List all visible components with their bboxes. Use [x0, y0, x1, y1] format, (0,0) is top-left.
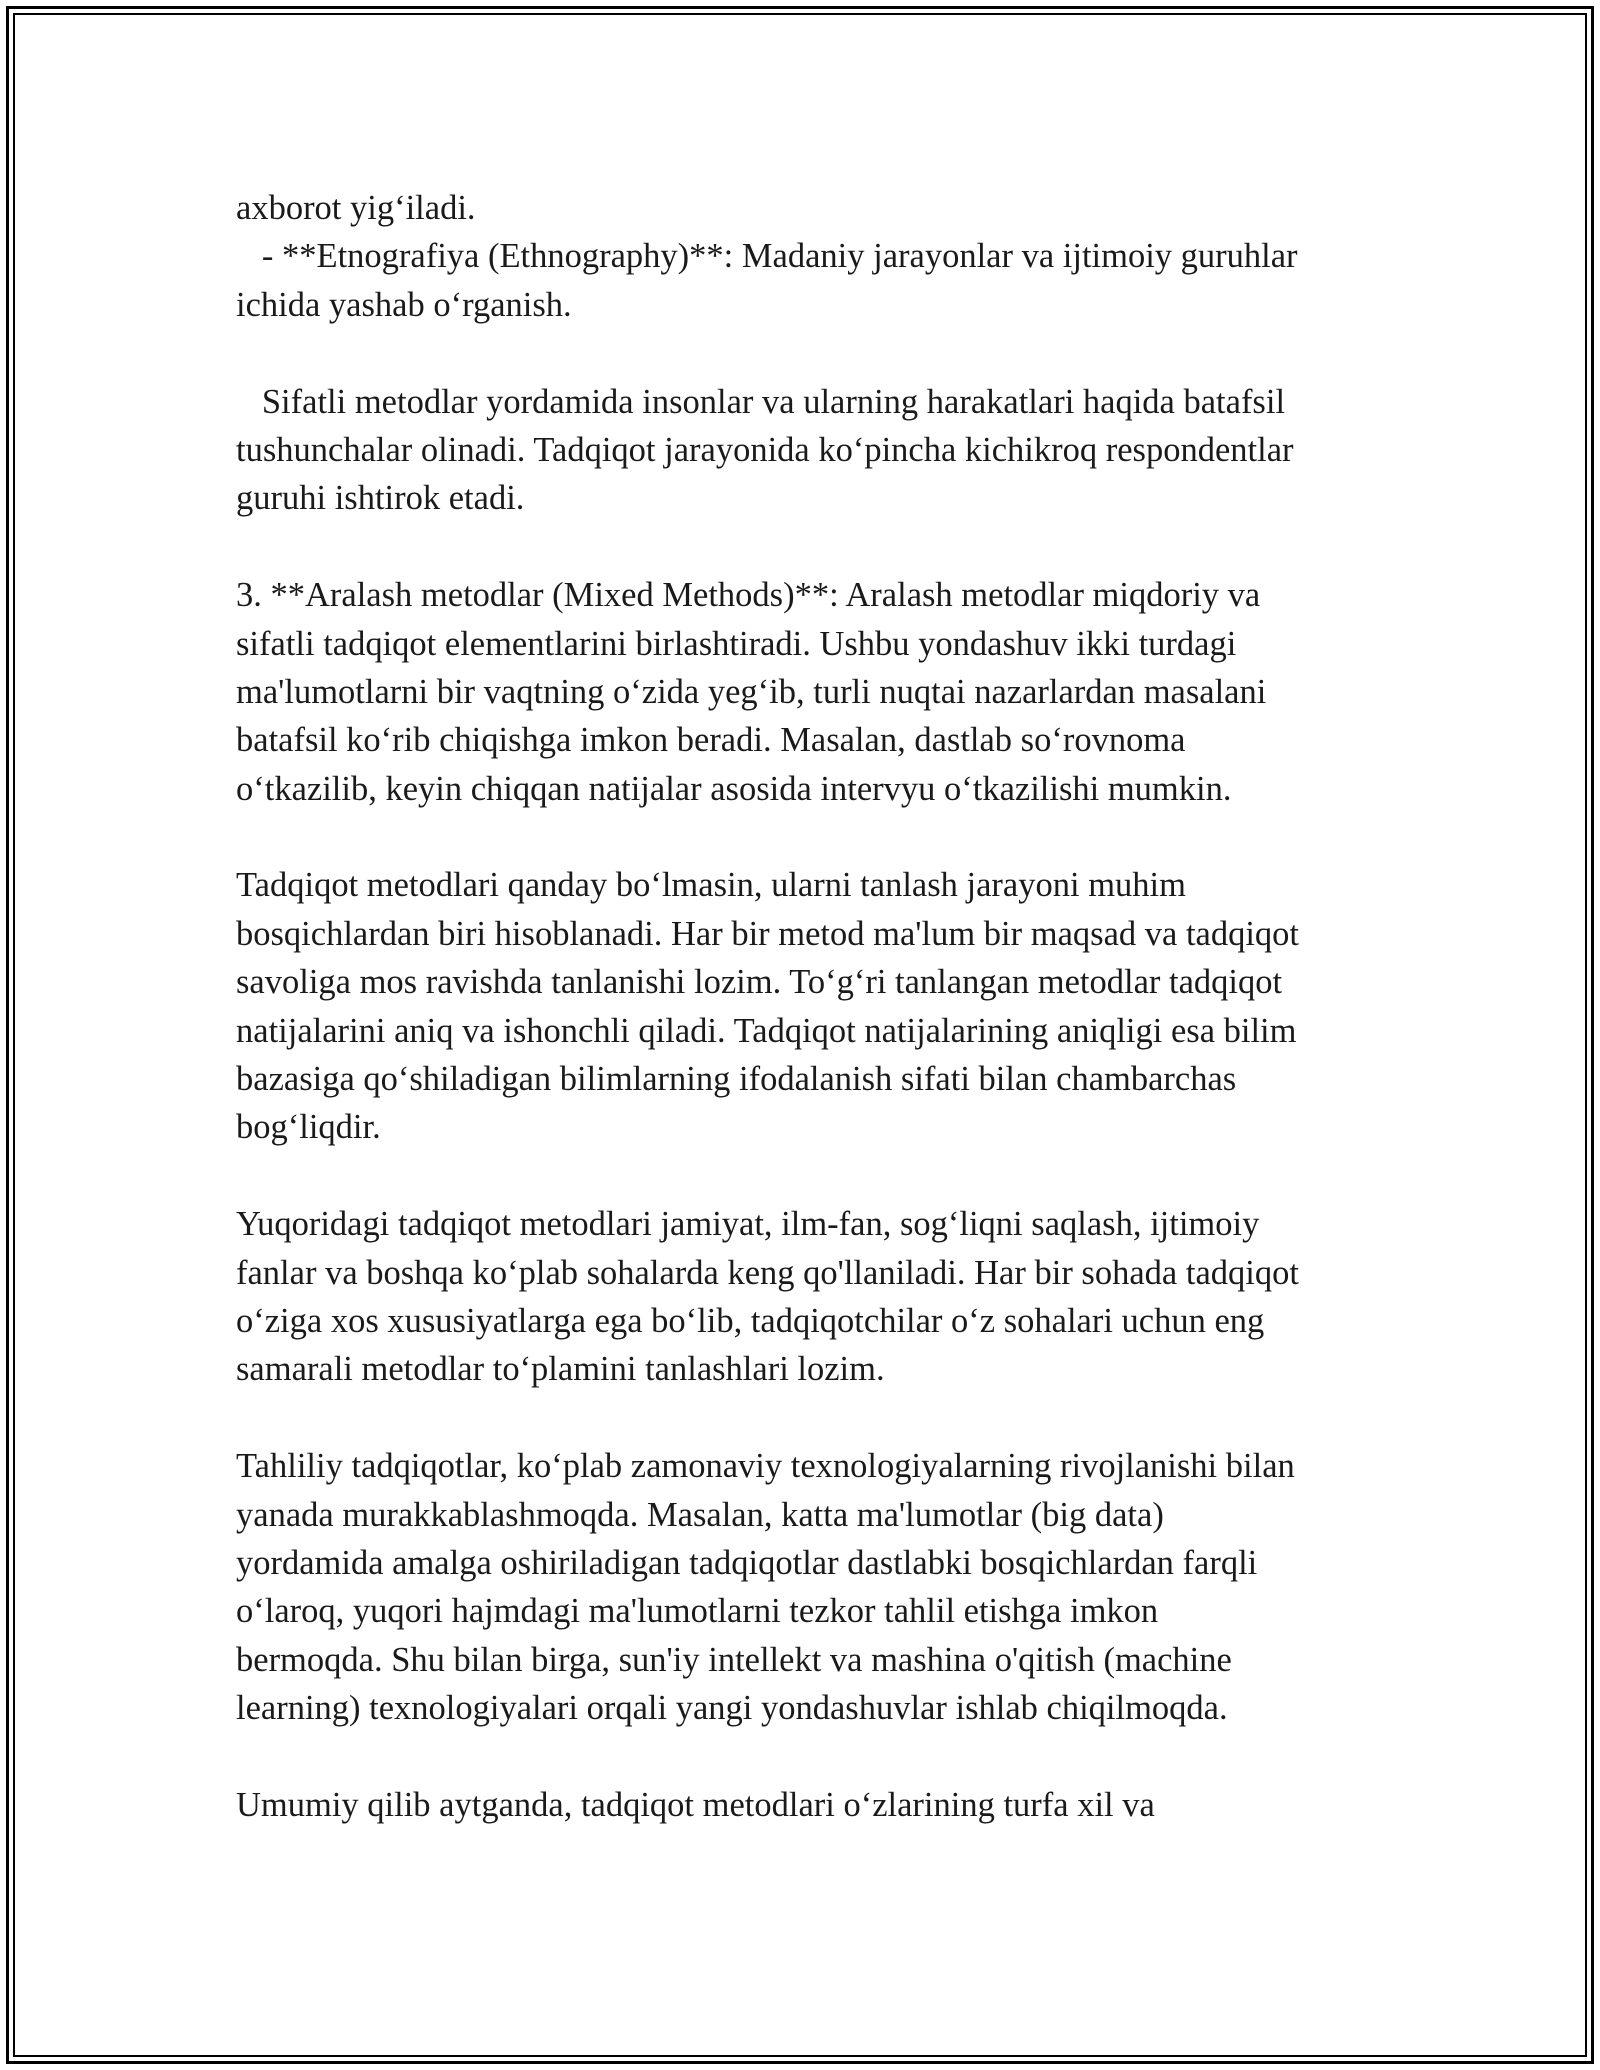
text-line: tushunchalar olinadi. Tadqiqot jarayonida ko‘pincha kichikroq respondentlar — [236, 430, 1294, 469]
text-line: o‘laroq, yuqori hajmdagi ma'lumotlarni tezkor tahlil etishga imkon — [236, 1592, 1159, 1631]
text-line: axborot yig‘iladi. — [236, 189, 476, 227]
text-line: Tadqiqot metodlari qanday bo‘lmasin, ularni tanlash jarayoni muhim — [236, 866, 1186, 905]
paragraph-gap — [236, 329, 1386, 377]
text-line: Tahliliy tadqiqotlar, ko‘plab zamonaviy texnologiyalarning rivojlanishi bilan — [236, 1447, 1295, 1486]
document-body — [236, 184, 1386, 1829]
paragraph-gap — [236, 1152, 1386, 1200]
text-line: Yuqoridagi tadqiqot metodlari jamiyat, ilm-fan, sog‘liqni saqlash, ijtimoiy — [236, 1205, 1260, 1244]
text-line: fanlar va boshqa ko‘plab sohalarda keng qo'llaniladi. Har bir sohada tadqiqot — [236, 1253, 1299, 1292]
text-line: ichida yashab o‘rganish. — [236, 285, 572, 324]
text-line: o‘ziga xos xususiyatlarga ega bo‘lib, tadqiqotchilar o‘z sohalari uchun eng — [236, 1301, 1265, 1340]
text-line: o‘tkazilib, keyin chiqqan natijalar asosida intervyu o‘tkazilishi mumkin. — [236, 769, 1232, 808]
text-line: yanada murakkablashmoqda. Masalan, katta ma'lumotlar (big data) — [236, 1495, 1164, 1534]
text-line: samarali metodlar to‘plamini tanlashlari lozim. — [236, 1350, 885, 1389]
paragraph-gap — [236, 1733, 1386, 1781]
text-line: bog‘liqdir. — [236, 1108, 381, 1147]
text-line: Umumiy qilib aytganda, tadqiqot metodlari o‘zlarining turfa xil va — [236, 1785, 1155, 1824]
text-line: 3. **Aralash metodlar (Mixed Methods)**: Aralash metodlar miqdoriy va — [236, 576, 1261, 615]
text-line: ma'lumotlarni bir vaqtning o‘zida yeg‘ib, turli nuqtai nazarlardan masalani — [236, 672, 1267, 711]
paragraph-gap — [236, 1394, 1386, 1442]
text-line: - **Etnografiya (Ethnography)**: Madaniy jarayonlar va ijtimoiy guruhlar — [236, 237, 1298, 276]
text-line: learning) texnologiyalari orqali yangi yondashuvlar ishlab chiqilmoqda. — [236, 1689, 1228, 1728]
text-line: bazasiga qo‘shiladigan bilimlarning ifodalanish sifati bilan chambarchas — [236, 1060, 1237, 1099]
paragraph-gap — [236, 523, 1386, 571]
text-line: bermoqda. Shu bilan birga, sun'iy intellekt va mashina o'qitish (machine — [236, 1640, 1232, 1679]
text-line: batafsil ko‘rib chiqishga imkon beradi. Masalan, dastlab so‘rovnoma — [236, 721, 1186, 760]
text-line: savoliga mos ravishda tanlanishi lozim. To‘g‘ri tanlangan metodlar tadqiqot — [236, 963, 1283, 1002]
text-line: bosqichlardan biri hisoblanadi. Har bir metod ma'lum bir maqsad va tadqiqot — [236, 914, 1300, 953]
text-line: guruhi ishtirok etadi. — [236, 479, 525, 518]
text-line: Sifatli metodlar yordamida insonlar va ularning harakatlari haqida batafsil — [236, 382, 1286, 421]
text-line: sifatli tadqiqot elementlarini birlashtiradi. Ushbu yondashuv ikki turdagi — [236, 624, 1237, 663]
text-line: natijalarini aniq va ishonchli qiladi. Tadqiqot natijalarining aniqligi esa bilim — [236, 1011, 1297, 1050]
text-line: yordamida amalga oshiriladigan tadqiqotlar dastlabki bosqichlardan farqli — [236, 1543, 1258, 1582]
paragraph-gap — [236, 813, 1386, 861]
